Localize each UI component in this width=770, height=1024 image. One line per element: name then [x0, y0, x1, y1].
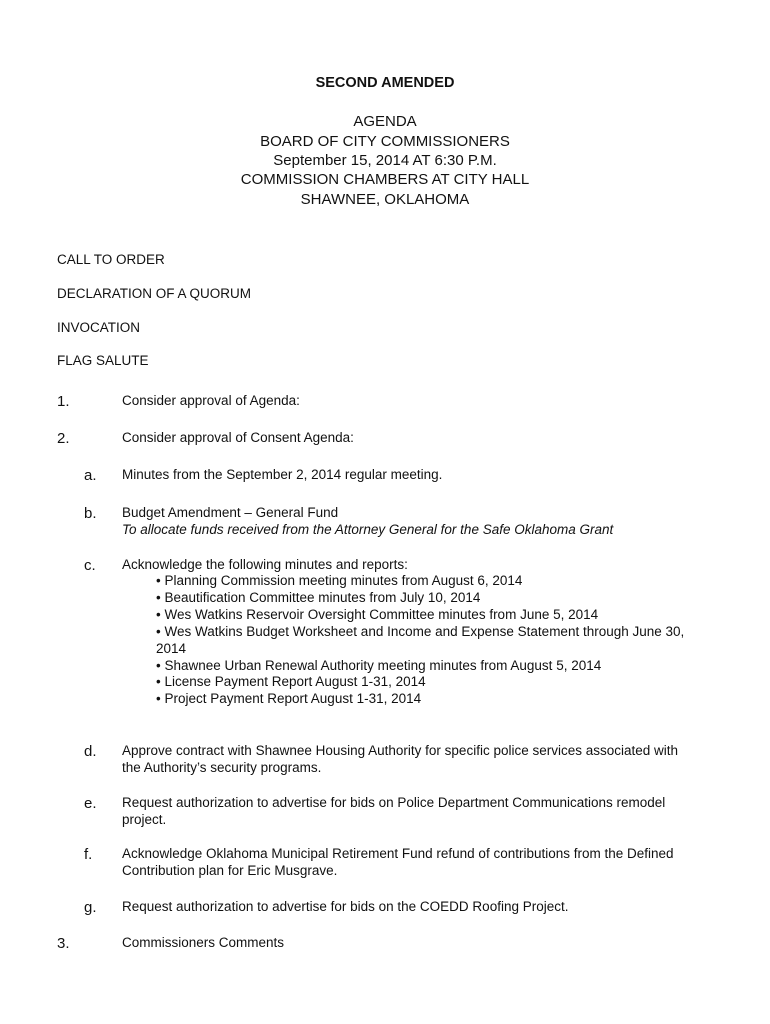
subitem-letter: b. — [84, 505, 97, 522]
item-text: Consider approval of Agenda: — [122, 393, 300, 408]
invocation: INVOCATION — [57, 320, 141, 335]
subitem-letter: d. — [84, 743, 97, 760]
flag-salute: FLAG SALUTE — [57, 353, 149, 368]
report-bullet: • Wes Watkins Reservoir Oversight Committee minutes from June 5, 2014 — [156, 607, 599, 622]
subitem-text: Approve contract with Shawnee Housing Authority for specific police services associated with — [122, 743, 679, 758]
agenda-title: AGENDA — [353, 113, 417, 130]
item-number: 2. — [57, 430, 70, 447]
subitem-text: Request authorization to advertise for bids on Police Department Communications remodel — [122, 795, 666, 810]
subitem-letter: a. — [84, 467, 97, 484]
board-name: BOARD OF CITY COMMISSIONERS — [260, 133, 510, 150]
subitem-text: Acknowledge the following minutes and reports: — [122, 557, 408, 572]
report-bullet: • Project Payment Report August 1-31, 2014 — [156, 691, 422, 706]
declaration-of-quorum: DECLARATION OF A QUORUM — [57, 286, 252, 301]
item-text: Commissioners Comments — [122, 935, 285, 950]
subitem-letter: e. — [84, 795, 97, 812]
subitem-text: Budget Amendment – General Fund — [122, 505, 339, 520]
item-text: Consider approval of Consent Agenda: — [122, 430, 354, 445]
report-bullet: • Shawnee Urban Renewal Authority meeting minutes from August 5, 2014 — [156, 658, 602, 673]
report-bullet: • Planning Commission meeting minutes from August 6, 2014 — [156, 573, 523, 588]
meeting-date: September 15, 2014 AT 6:30 P.M. — [273, 152, 497, 169]
subitem-note: To allocate funds received from the Attorney General for the Safe Oklahoma Grant — [122, 522, 614, 537]
call-to-order: CALL TO ORDER — [57, 252, 165, 267]
report-bullet-continuation: 2014 — [156, 641, 187, 656]
subitem-letter: c. — [84, 557, 96, 574]
subitem-letter: f. — [84, 846, 93, 863]
subitem-text-continuation: project. — [122, 812, 167, 827]
subitem-text: Minutes from the September 2, 2014 regular meeting. — [122, 467, 443, 482]
subitem-text: Acknowledge Oklahoma Municipal Retirement Fund refund of contributions from the Defined — [122, 846, 674, 861]
report-bullet: • Beautification Committee minutes from July 10, 2014 — [156, 590, 481, 605]
subitem-text-continuation: Contribution plan for Eric Musgrave. — [122, 863, 338, 878]
report-bullet: • Wes Watkins Budget Worksheet and Income and Expense Statement through June 30, — [156, 624, 685, 639]
item-number: 3. — [57, 935, 70, 952]
meeting-location: COMMISSION CHAMBERS AT CITY HALL — [240, 171, 530, 188]
report-bullet: • License Payment Report August 1-31, 2014 — [156, 674, 426, 689]
item-number: 1. — [57, 393, 70, 410]
meeting-city: SHAWNEE, OKLAHOMA — [300, 191, 470, 208]
subitem-text-continuation: the Authority’s security programs. — [122, 760, 322, 775]
amended-status-heading: SECOND AMENDED — [315, 75, 455, 91]
subitem-text: Request authorization to advertise for bids on the COEDD Roofing Project. — [122, 899, 569, 914]
subitem-letter: g. — [84, 899, 97, 916]
